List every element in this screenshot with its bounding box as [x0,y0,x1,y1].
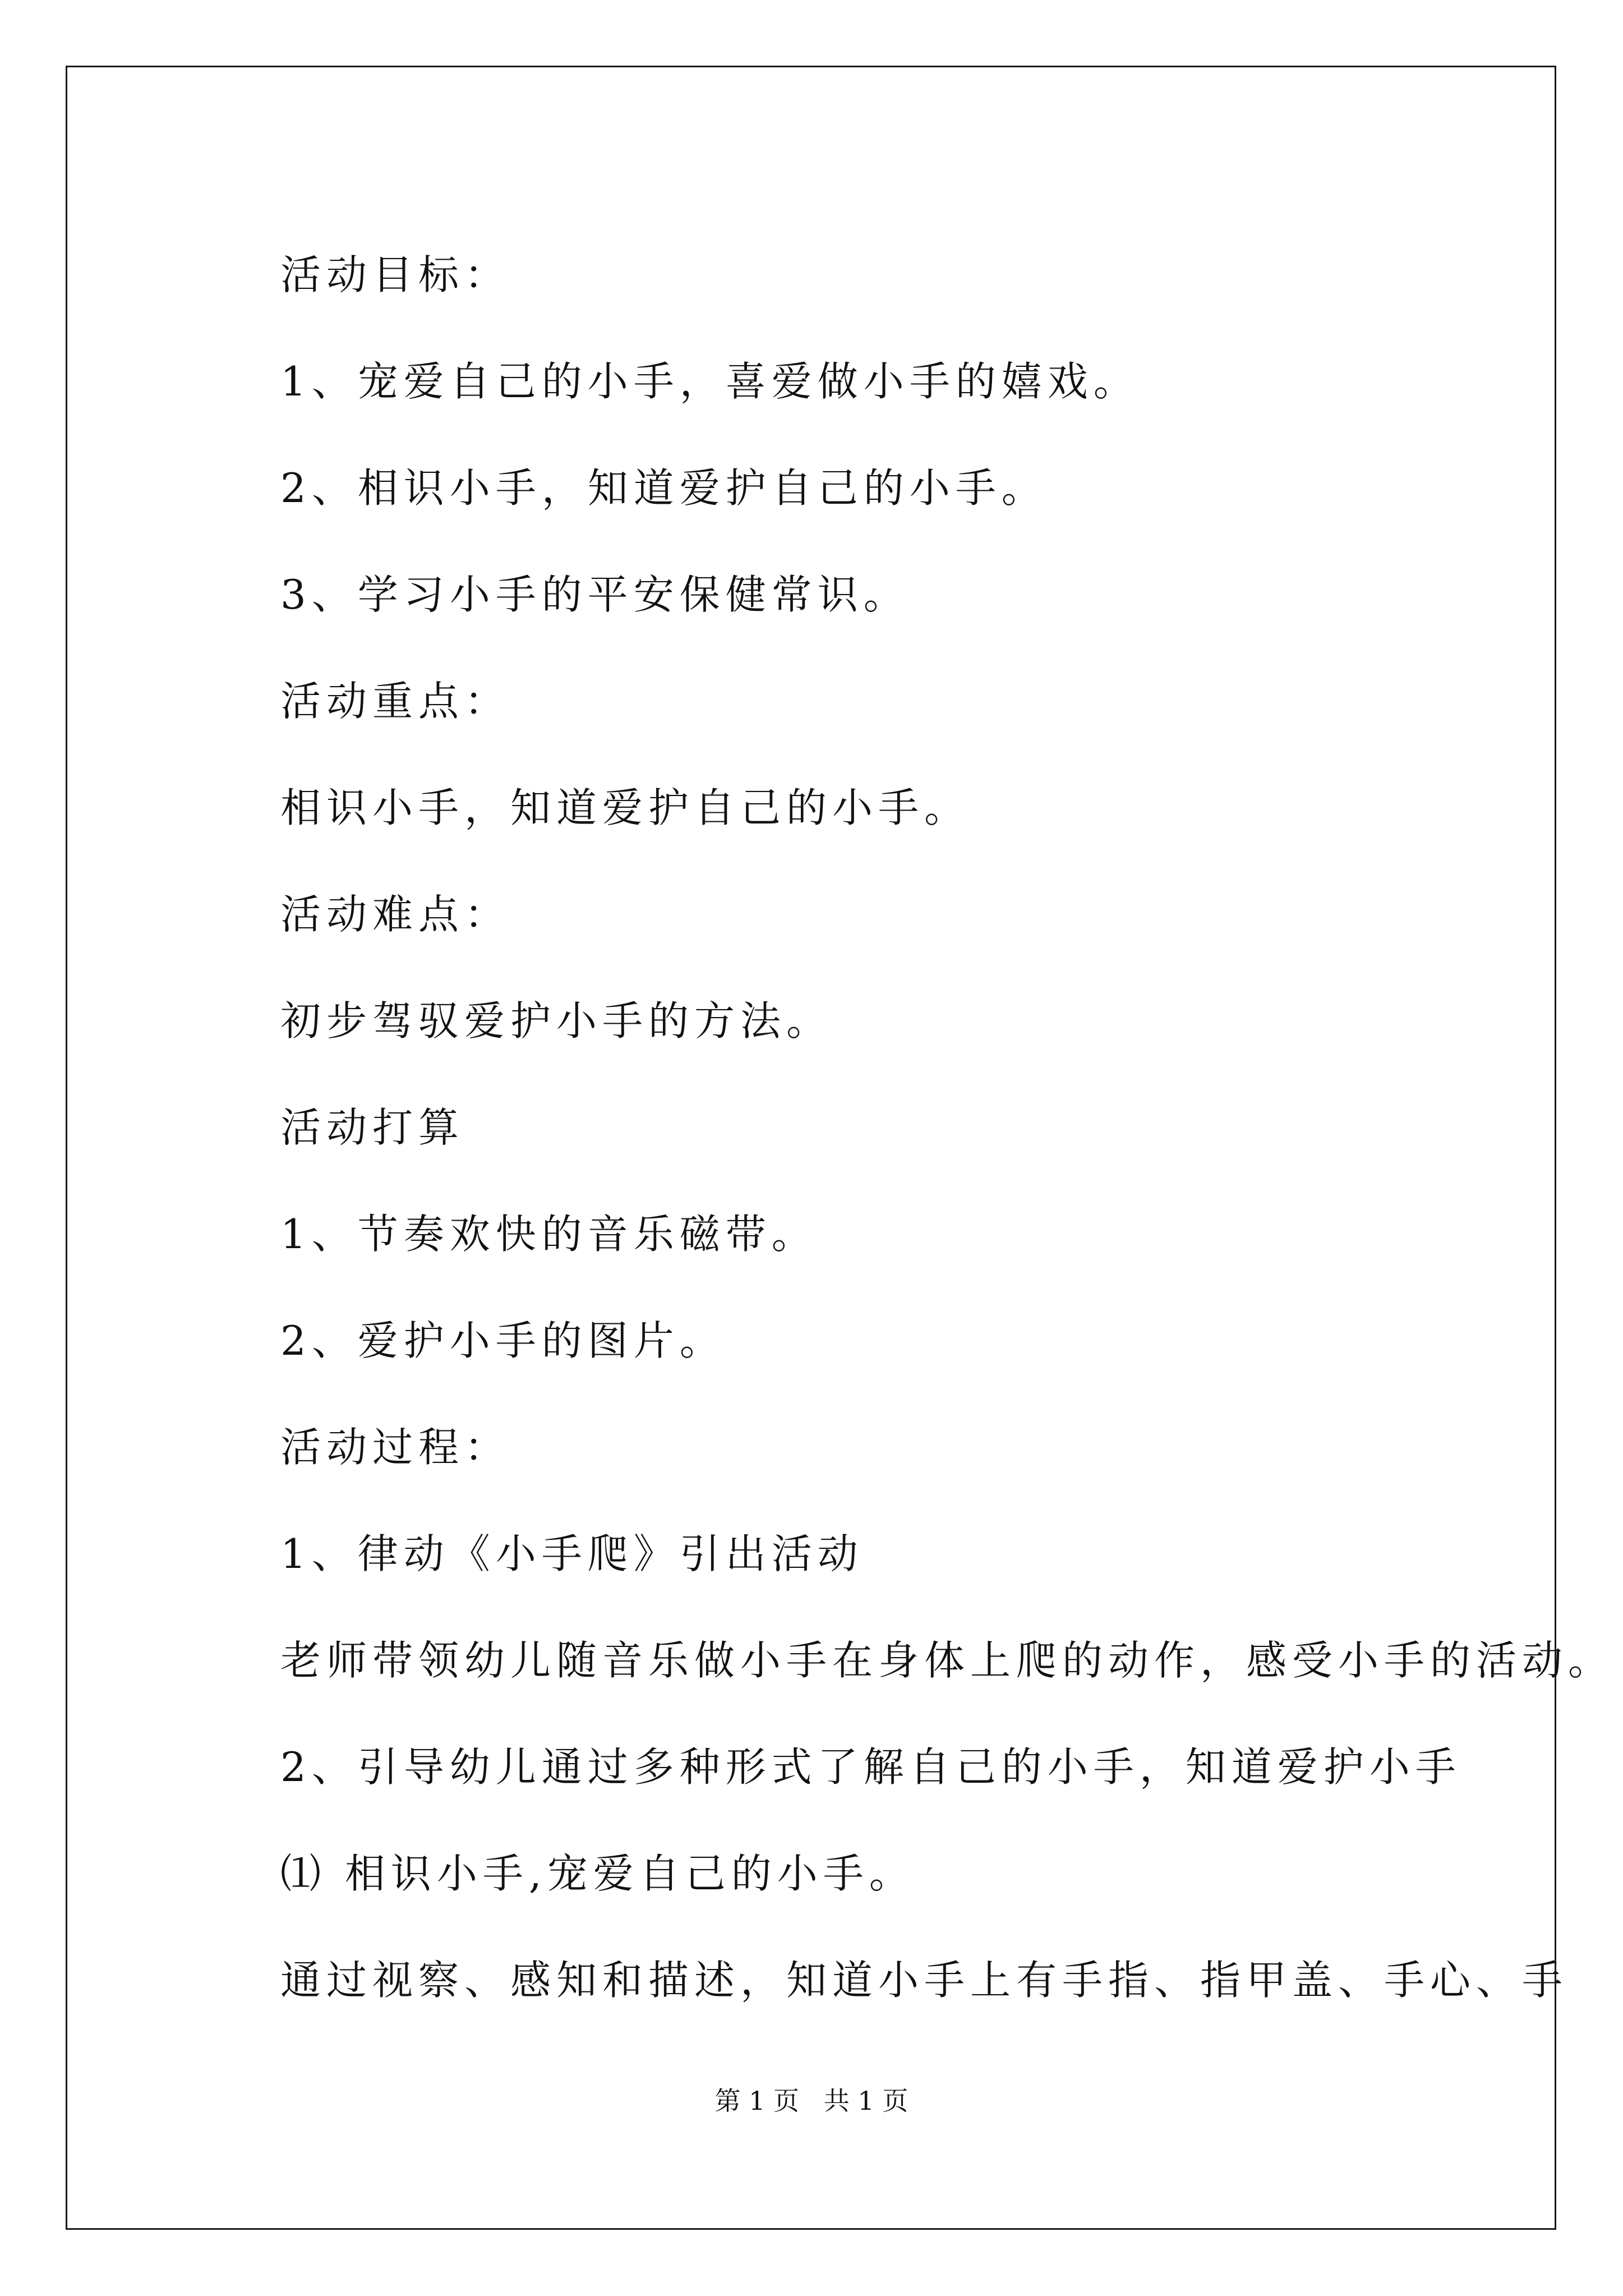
process-step-1-text: 老师带领幼儿随音乐做小手在身体上爬的动作，感受小手的活动。 [280,1637,1615,1684]
section-heading-goals: 活动目标： [280,251,511,298]
goal-item-2: 2、相识小手，知道爱护自己的小手。 [280,464,1048,512]
focus-text: 相识小手，知道爱护自己的小手。 [280,784,971,831]
section-heading-preparation: 活动打算 [280,1104,465,1151]
difficulty-text: 初步驾驭爱护小手的方法。 [280,997,833,1045]
preparation-item-1: 1、节奏欢快的音乐磁带。 [280,1211,818,1258]
section-heading-focus: 活动重点： [280,678,511,725]
document-body [280,222,1615,2033]
page-footer: 第 1 页 共 1 页 [714,2086,909,2116]
process-substep-1: ⑴ 相识小手,宠爱自己的小手。 [280,1850,915,1897]
preparation-item-2: 2、爱护小手的图片。 [280,1317,726,1364]
process-substep-1-text: 通过视察、感知和描述，知道小手上有手指、指甲盖、手心、手 [280,1957,1569,2004]
process-step-1: 1、律动《小手爬》引出活动 [280,1530,864,1577]
goal-item-3: 3、学习小手的平安保健常识。 [280,571,910,618]
goal-item-1: 1、宠爱自己的小手，喜爱做小手的嬉戏。 [280,358,1140,405]
section-heading-process: 活动过程： [280,1424,511,1471]
process-step-2: 2、引导幼儿通过多种形式了解自己的小手，知道爱护小手 [280,1743,1461,1791]
section-heading-difficulty: 活动难点： [280,891,511,938]
